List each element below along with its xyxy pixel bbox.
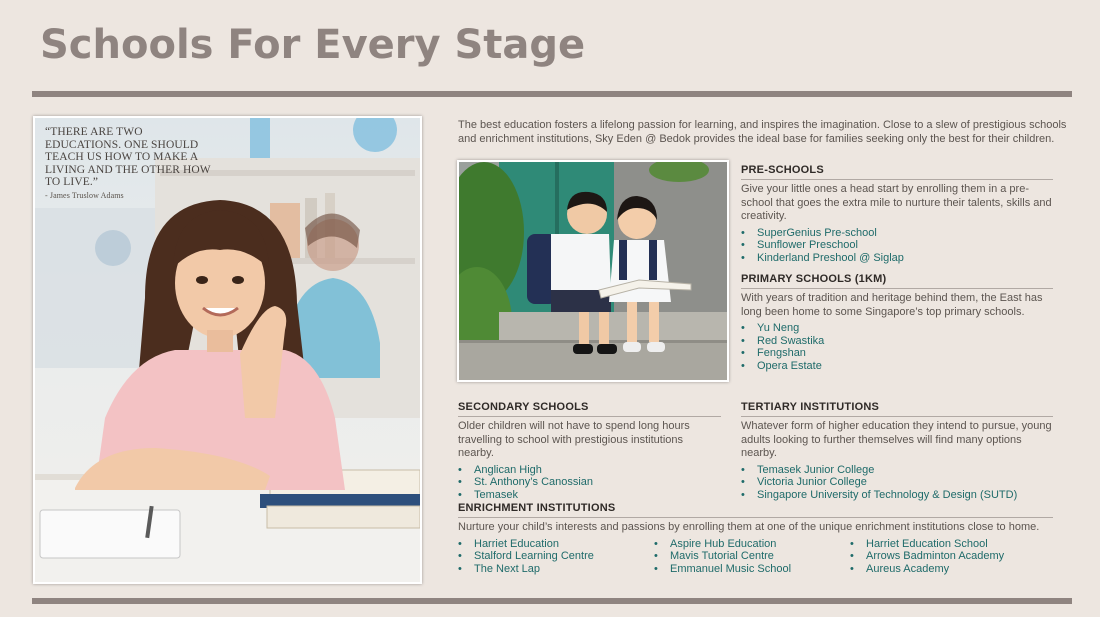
children-reading-photo	[457, 160, 729, 382]
list-item: • Victoria Junior College	[741, 476, 1053, 489]
list-item: • Temasek	[458, 489, 721, 502]
primary-section	[741, 273, 1053, 372]
secondary-list	[458, 464, 721, 502]
tertiary-list	[741, 464, 1053, 502]
list-item: • Mavis Tutorial Centre	[654, 550, 850, 563]
preschools-section	[741, 164, 1053, 264]
quote-text: “THERE ARE TWO EDUCATIONS. ONE SHOULD TEACH US HOW TO MAKE A LIVING AND THE OTHER HOW TO LIVE.”	[45, 126, 211, 188]
primary-description: With years of tradition and heritage behind them, the East has long been home to some Singapore’s top primary schools.	[741, 292, 1043, 318]
page-title: Schools For Every Stage	[40, 22, 586, 68]
list-item: • St. Anthony’s Canossian	[458, 476, 721, 489]
preschools-description: Give your little ones a head start by enrolling them in a pre-school that goes the extra mile to nurture their talents, skills and creativity.	[741, 183, 1052, 222]
preschools-heading: PRE-SCHOOLS	[741, 164, 1053, 180]
list-item: • Opera Estate	[741, 360, 1053, 373]
list-item: • Kinderland Preshool @ Siglap	[741, 252, 1053, 265]
student-photo	[33, 116, 422, 584]
tertiary-heading: TERTIARY INSTITUTIONS	[741, 401, 1053, 417]
list-item: • Red Swastika	[741, 335, 1053, 348]
list-item: • Harriet Education	[458, 538, 654, 551]
preschools-list	[741, 227, 1053, 265]
list-item: • Yu Neng	[741, 322, 1053, 335]
list-item: • Arrows Badminton Academy	[850, 550, 1046, 563]
list-item: • Singapore University of Technology & Design (SUTD)	[741, 489, 1053, 502]
list-item: • Aspire Hub Education	[654, 538, 850, 551]
primary-list	[741, 322, 1053, 372]
list-item: • Fengshan	[741, 347, 1053, 360]
top-divider	[32, 91, 1072, 97]
intro-paragraph: The best education fosters a lifelong passion for learning, and inspires the imagination. Close to a slew of prestigious schools and enrichment institutions, Sky Eden @ Bedok provides the ideal base for families seeking only the best for their children.	[458, 119, 1067, 145]
enrichment-list-3	[850, 538, 1046, 576]
primary-heading: PRIMARY SCHOOLS (1KM)	[741, 273, 1053, 289]
list-item: • Temasek Junior College	[741, 464, 1053, 477]
list-item: • Emmanuel Music School	[654, 563, 850, 576]
enrichment-list-2	[654, 538, 850, 576]
secondary-section	[458, 401, 721, 501]
list-item: • Harriet Education School	[850, 538, 1046, 551]
secondary-description: Older children will not have to spend long hours travelling to school with prestigious institutions nearby.	[458, 420, 690, 459]
children-illustration	[459, 162, 727, 380]
tertiary-description: Whatever form of higher education they intend to pursue, young adults looking to further themselves will find many options nearby.	[741, 420, 1052, 459]
enrichment-columns	[458, 538, 1053, 576]
quote-author: - James Truslow Adams	[45, 190, 124, 200]
enrichment-heading: ENRICHMENT INSTITUTIONS	[458, 502, 1053, 518]
list-item: • Anglican High	[458, 464, 721, 477]
enrichment-list-1	[458, 538, 654, 576]
list-item: • Sunflower Preschool	[741, 239, 1053, 252]
list-item: • SuperGenius Pre-school	[741, 227, 1053, 240]
bottom-divider	[32, 598, 1072, 604]
list-item: • Aureus Academy	[850, 563, 1046, 576]
tertiary-section	[741, 401, 1053, 501]
list-item: • The Next Lap	[458, 563, 654, 576]
list-item: • Stalford Learning Centre	[458, 550, 654, 563]
enrichment-section	[458, 502, 1053, 575]
quote	[45, 126, 215, 202]
secondary-heading: SECONDARY SCHOOLS	[458, 401, 721, 417]
enrichment-description: Nurture your child’s interests and passions by enrolling them at one of the unique enrichment institutions close to home.	[458, 521, 1040, 533]
